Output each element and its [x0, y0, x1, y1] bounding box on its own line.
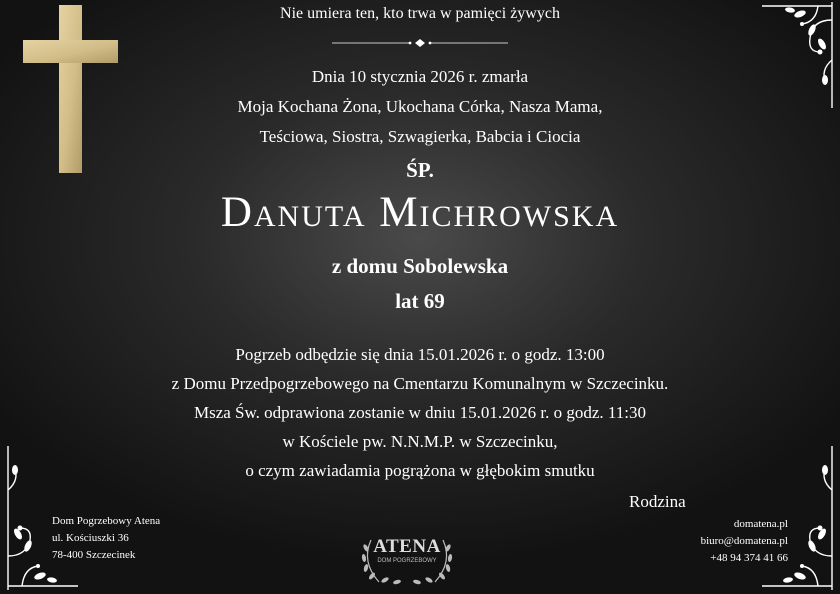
motto: Nie umiera ten, kto trwa w pamięci żywych [280, 5, 560, 22]
intro-line: Moja Kochana Żona, Ukochana Córka, Nasza Mama, [237, 97, 603, 116]
maiden-name: z domu Sobolewska [331, 254, 509, 278]
death-announcement [0, 62, 840, 152]
intro-line: Teściowa, Siostra, Szwagierka, Babcia i Ciocia [259, 127, 581, 146]
email-link[interactable]: biuro@domatena.pl [700, 535, 788, 547]
signature: Rodzina [629, 492, 686, 511]
logo-subtitle: DOM POGRZEBOWY [377, 558, 437, 564]
age: lat 69 [395, 289, 445, 313]
funeral-line: Msza Św. odprawiona zostanie w dniu 15.01.2026 r. o godz. 11:30 [193, 403, 646, 422]
funeral-line: z Domu Przedpogrzebowego na Cmentarzu Komunalnym w Szczecinku. [171, 374, 669, 393]
website-link[interactable]: domatena.pl [733, 518, 788, 530]
floral-corner-ornament-icon [760, 0, 840, 110]
logo-title: ATENA [373, 536, 441, 557]
name-prefix: ŚP. [406, 158, 434, 182]
funeral-home-city: 78-400 Szczecinek [52, 549, 136, 561]
funeral-line: o czym zawiadamia pogrążona w głębokim smutku [245, 461, 595, 480]
floral-corner-ornament-icon [0, 444, 80, 594]
funeral-home-street: ul. Kościuszki 36 [52, 532, 129, 544]
atena-logo [357, 530, 457, 590]
ornamental-divider-icon [330, 38, 510, 48]
deceased-name: Danuta Michrowska [220, 189, 620, 236]
phone-number: +48 94 374 41 66 [710, 552, 788, 564]
funeral-line: w Kościele pw. N.N.M.P. w Szczecinku, [282, 432, 558, 451]
funeral-home-name: Dom Pogrzebowy Atena [52, 515, 161, 527]
funeral-details [0, 340, 840, 485]
intro-line: Dnia 10 stycznia 2026 r. zmarła [311, 67, 529, 86]
floral-corner-ornament-icon [760, 444, 840, 594]
funeral-line: Pogrzeb odbędzie się dnia 15.01.2026 r. o godz. 13:00 [235, 345, 605, 364]
